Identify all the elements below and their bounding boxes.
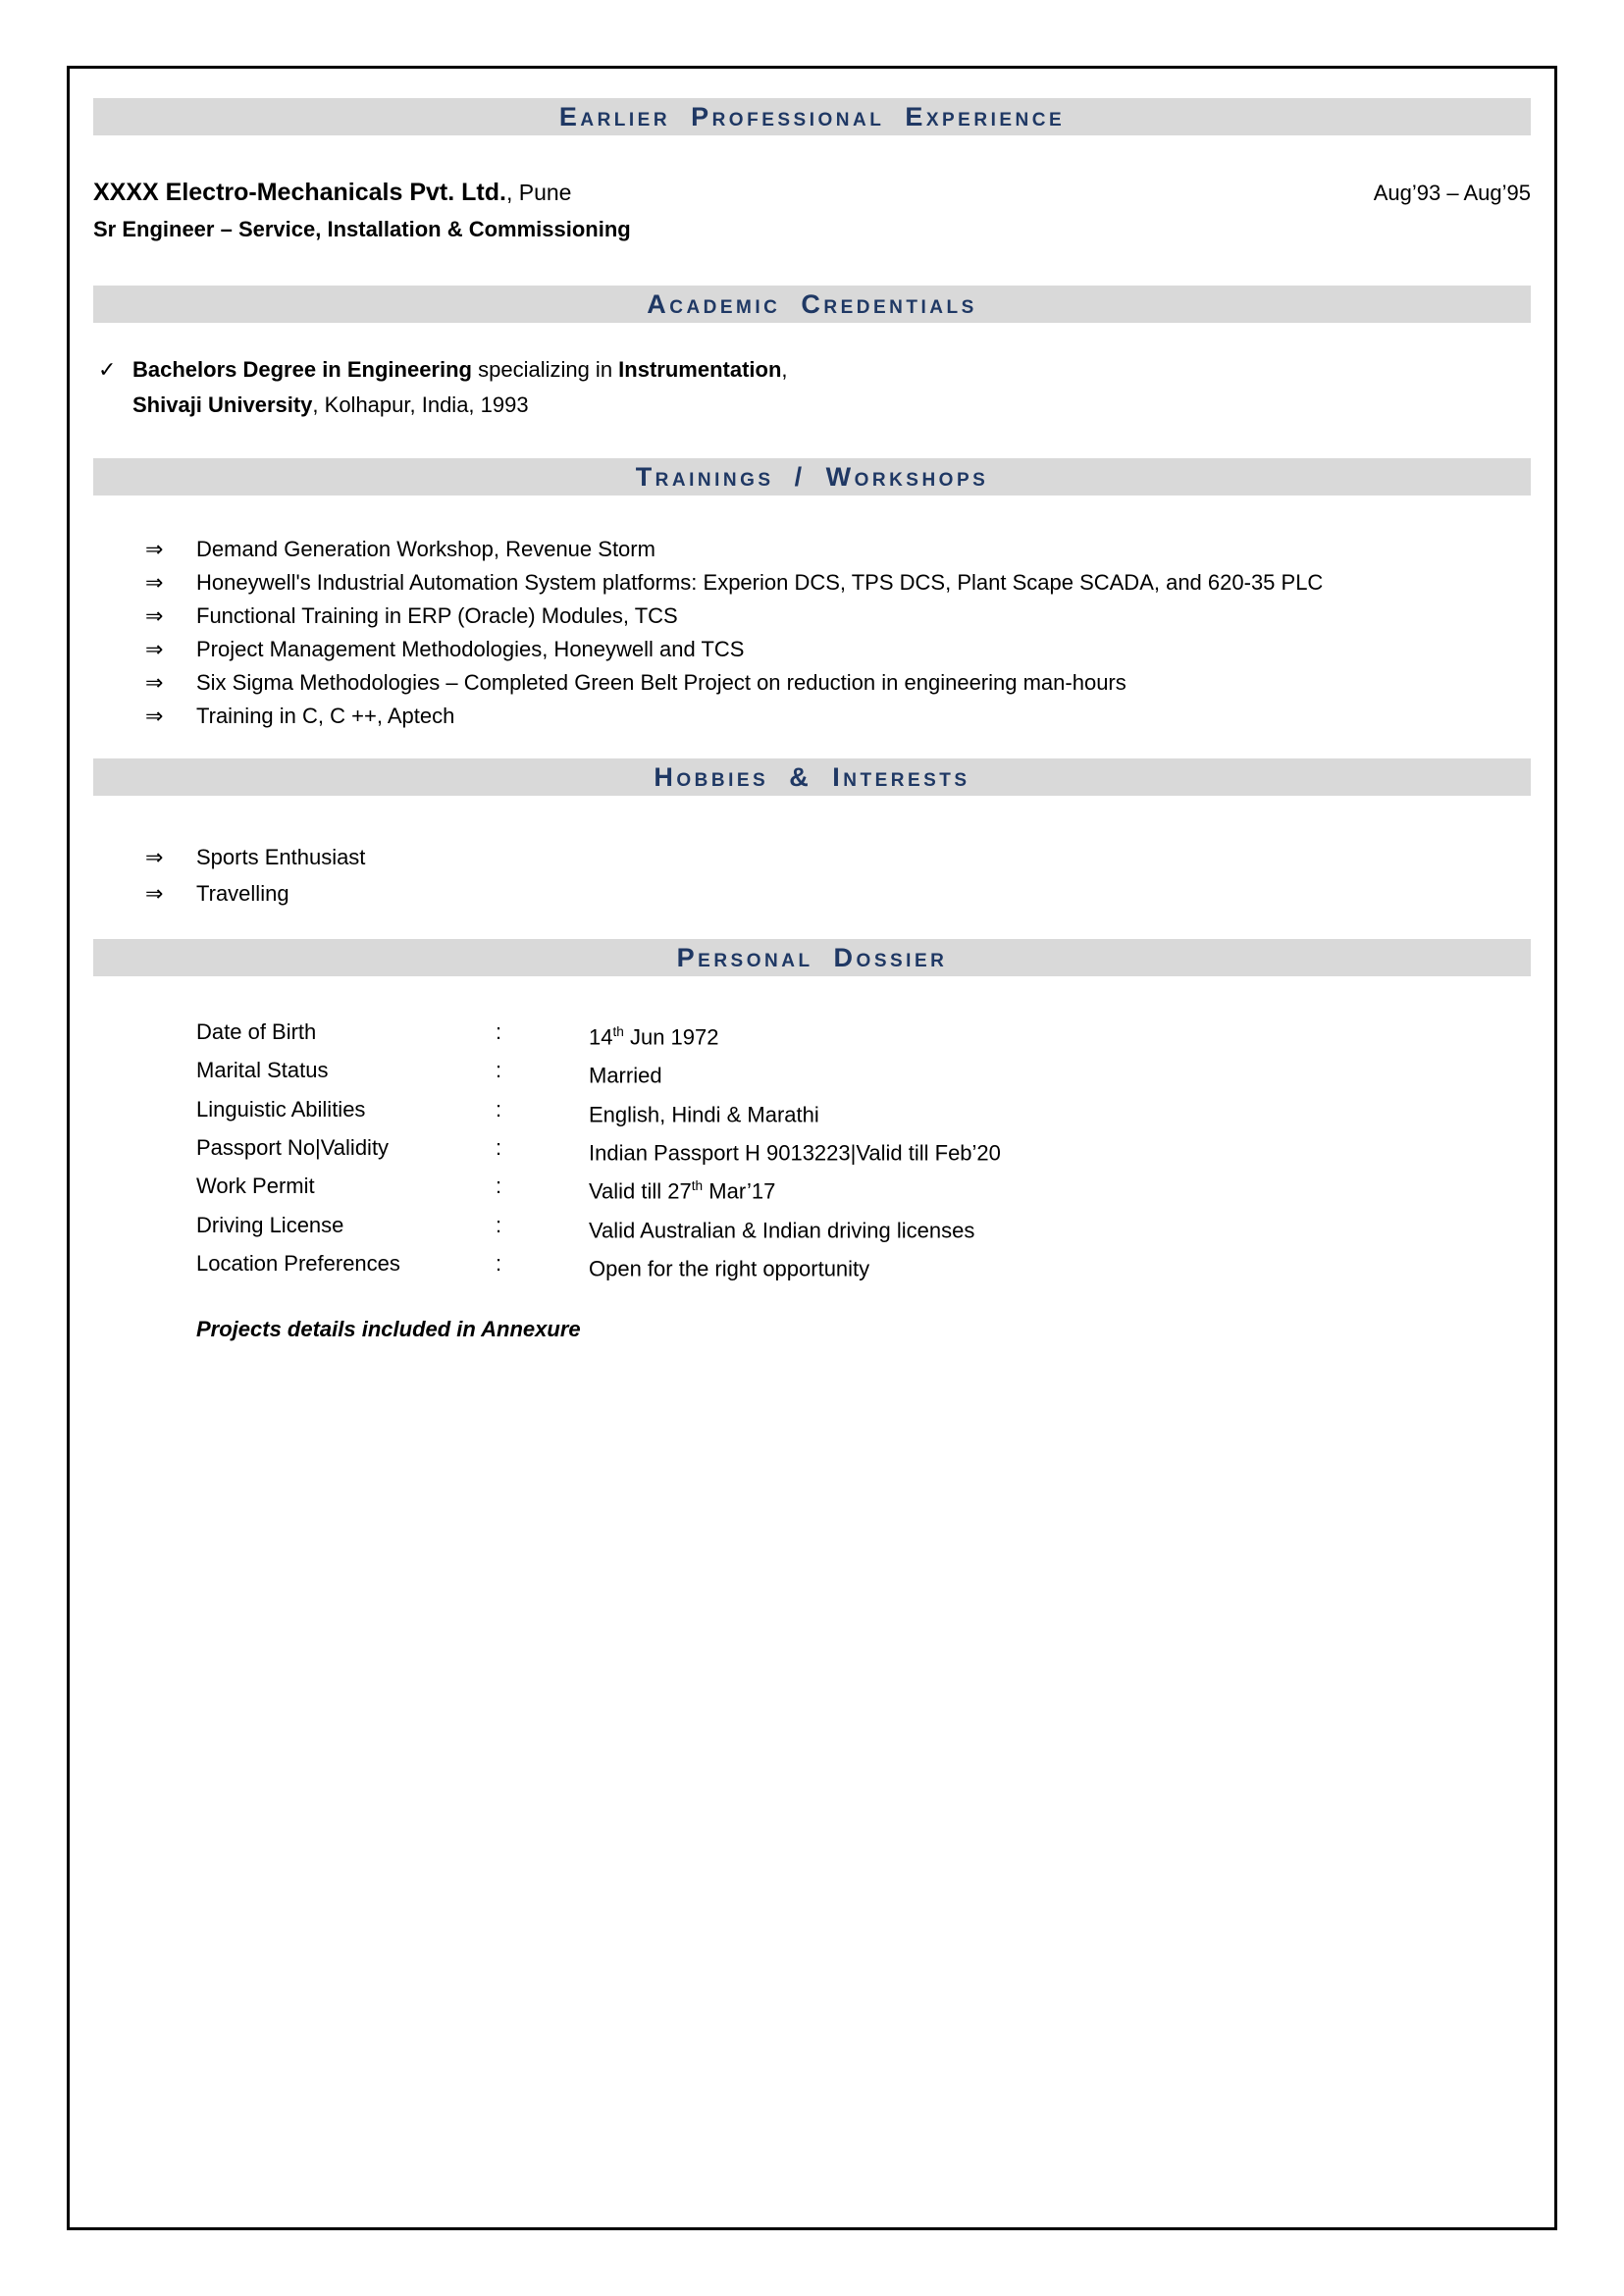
degree-name: Bachelors Degree in Engineering <box>132 357 472 382</box>
table-row <box>93 1209 1531 1247</box>
list-item <box>93 533 1531 566</box>
dossier-colon: : <box>496 1134 502 1160</box>
training-item-text: Functional Training in ERP (Oracle) Modules, TCS <box>196 603 678 628</box>
academic-item-text <box>132 352 788 423</box>
section-title-experience: Earlier Professional Experience <box>558 101 1066 131</box>
dossier-value: Married <box>589 1063 662 1088</box>
double-arrow-icon: ⇒ <box>145 637 164 661</box>
company-location: , Pune <box>505 180 572 205</box>
dossier-colon: : <box>496 1058 502 1083</box>
double-arrow-icon: ⇒ <box>145 537 164 561</box>
section-bar-dossier <box>93 939 1531 976</box>
dossier-value: Open for the right opportunity <box>589 1256 870 1281</box>
dossier-colon: : <box>496 1174 502 1199</box>
double-arrow-icon: ⇒ <box>145 570 164 595</box>
double-arrow-icon: ⇒ <box>145 845 164 869</box>
training-item-text: Demand Generation Workshop, Revenue Storm <box>196 537 655 561</box>
table-row <box>93 1054 1531 1092</box>
double-arrow-icon: ⇒ <box>145 881 164 906</box>
dossier-value: Indian Passport H 9013223|Valid till Feb’20 <box>589 1140 1001 1166</box>
academic-item <box>93 352 1531 423</box>
dossier-label: Driving License <box>196 1212 344 1237</box>
dossier-colon: : <box>496 1096 502 1122</box>
degree-connector: specializing in <box>471 357 619 382</box>
list-item <box>93 600 1531 633</box>
dossier-label: Location Preferences <box>196 1250 400 1276</box>
training-item-text: Honeywell's Industrial Automation System platforms: Experion DCS, TPS DCS, Plant Scape SCADA, and 620-35 PLC <box>196 570 1324 595</box>
list-item <box>93 566 1531 600</box>
resume-page <box>67 66 1557 2230</box>
dossier-label: Passport No|Validity <box>196 1134 390 1160</box>
company-line <box>93 179 571 207</box>
dossier-colon: : <box>496 1212 502 1237</box>
hobby-item-text: Sports Enthusiast <box>196 845 366 869</box>
dossier-table <box>93 1016 1531 1285</box>
company-row <box>93 179 1531 207</box>
double-arrow-icon: ⇒ <box>145 670 164 695</box>
training-item-text: Training in C, C ++, Aptech <box>196 704 455 728</box>
section-bar-experience <box>93 98 1531 135</box>
table-row <box>93 1093 1531 1131</box>
dossier-value: Valid Australian & Indian driving licenses <box>589 1217 975 1242</box>
double-arrow-icon: ⇒ <box>145 704 164 728</box>
dossier-label: Linguistic Abilities <box>196 1096 366 1122</box>
section-bar-hobbies <box>93 758 1531 796</box>
table-row <box>93 1247 1531 1285</box>
list-item <box>93 633 1531 666</box>
dossier-value: English, Hindi & Marathi <box>589 1101 819 1126</box>
table-row <box>93 1170 1531 1208</box>
degree-line-end: , <box>781 357 788 382</box>
dossier-value: Valid till 27th Mar’17 <box>589 1178 776 1204</box>
hobbies-list <box>93 839 1531 912</box>
dossier-label: Work Permit <box>196 1174 315 1199</box>
list-item <box>93 839 1531 875</box>
university-name: Shivaji University <box>132 392 313 417</box>
job-title: Sr Engineer – Service, Installation & Commissioning <box>93 217 631 241</box>
degree-specialization: Instrumentation <box>618 357 782 382</box>
section-title-dossier: Personal Dossier <box>676 942 948 972</box>
dossier-colon: : <box>496 1250 502 1276</box>
company-name: XXXX Electro-Mechanicals Pvt. Ltd. <box>93 179 506 206</box>
section-title-trainings: Trainings / Workshops <box>635 461 989 492</box>
dossier-label: Date of Birth <box>196 1019 317 1044</box>
annexure-note: Projects details included in Annexure <box>196 1317 581 1342</box>
checkmark-icon: ✓ <box>98 357 117 382</box>
page-content <box>70 69 1554 1342</box>
section-bar-academic <box>93 286 1531 323</box>
section-title-hobbies: Hobbies & Interests <box>654 761 970 792</box>
training-item-text: Project Management Methodologies, Honeywell and TCS <box>196 637 745 661</box>
trainings-list <box>93 533 1531 733</box>
dossier-label: Marital Status <box>196 1058 329 1083</box>
hobby-item-text: Travelling <box>196 881 289 906</box>
training-item-text: Six Sigma Methodologies – Completed Green Belt Project on reduction in engineering man-hours <box>196 670 1126 695</box>
dossier-colon: : <box>496 1019 502 1044</box>
university-details: , Kolhapur, India, 1993 <box>312 392 529 417</box>
dossier-value: 14th Jun 1972 <box>589 1024 719 1050</box>
list-item <box>93 700 1531 733</box>
section-title-academic: Academic Credentials <box>647 288 977 319</box>
section-bar-trainings <box>93 458 1531 496</box>
list-item <box>93 875 1531 912</box>
employment-dates: Aug’93 – Aug’95 <box>1373 181 1531 205</box>
list-item <box>93 666 1531 700</box>
table-row <box>93 1131 1531 1170</box>
double-arrow-icon: ⇒ <box>145 603 164 628</box>
table-row <box>93 1016 1531 1054</box>
